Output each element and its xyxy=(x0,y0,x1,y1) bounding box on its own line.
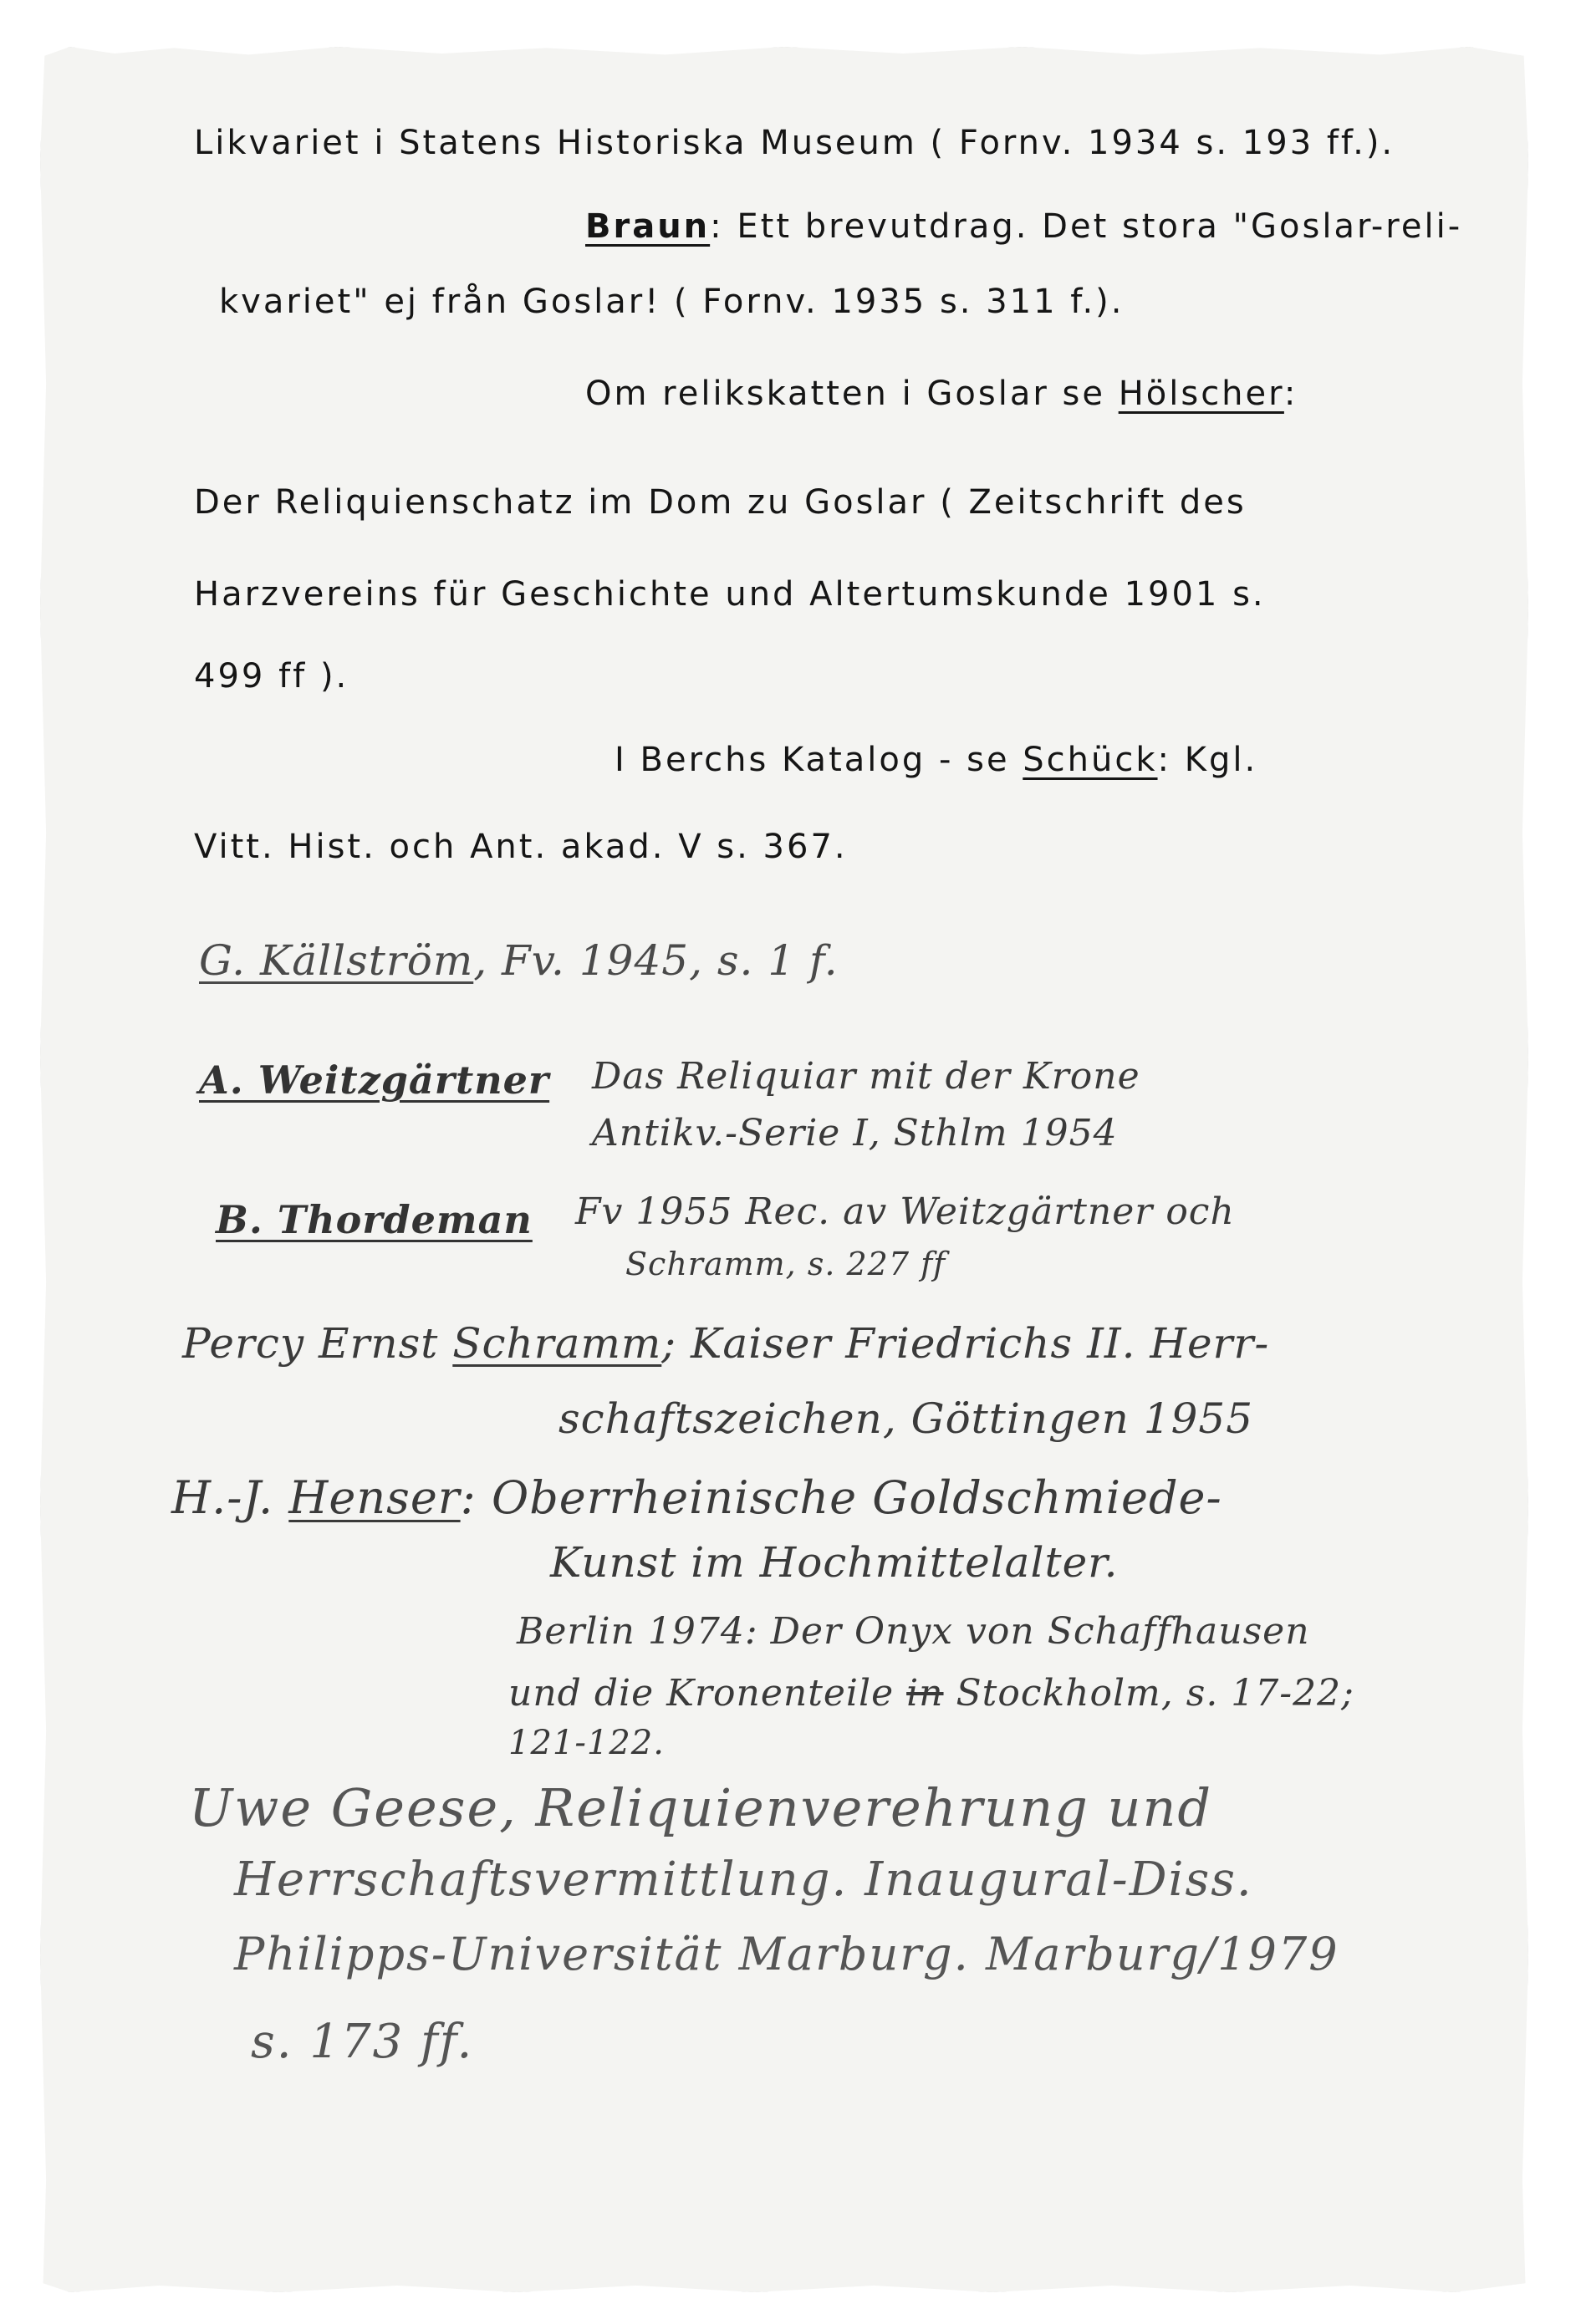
typed-line-6: Harzvereins für Geschichte und Altertumskunde 1901 s. xyxy=(194,575,1266,614)
handwritten-schramm-line-1 xyxy=(182,1319,1269,1368)
schuck-citation: : Kgl. xyxy=(1157,741,1258,779)
henser-citation-line-3: Berlin 1974: Der Onyx von Schaffhausen xyxy=(517,1610,1310,1653)
typed-line-8 xyxy=(615,741,1257,779)
author-holscher: Hölscher xyxy=(1118,375,1284,413)
pencil-geese-line-4: s. 173 ff. xyxy=(251,2015,474,2069)
author-schramm: Schramm xyxy=(452,1319,662,1368)
typed-line-4 xyxy=(585,375,1298,413)
pencil-geese-line-3: Philipps-Universität Marburg. Marburg/1979 xyxy=(234,1928,1339,1980)
pencil-geese-line-1: Uwe Geese, Reliquienverehrung und xyxy=(189,1777,1213,1838)
author-kallstrom: G. Källström xyxy=(199,936,474,985)
henser-citation-line-4 xyxy=(508,1672,1354,1715)
schramm-given-names: Percy Ernst xyxy=(182,1319,439,1368)
author-henser: Henser xyxy=(288,1471,461,1524)
henser-initials: H.-J. xyxy=(171,1471,274,1524)
typed-line-9: Vitt. Hist. och Ant. akad. V s. 367. xyxy=(194,828,848,866)
handwritten-kallstrom xyxy=(199,936,839,985)
henser-citation-line-5: 121-122. xyxy=(508,1724,665,1762)
henser-line-4-text: und die Kronenteile xyxy=(508,1672,895,1715)
author-braun: Braun xyxy=(585,207,711,246)
weitzgartner-name: A. Weitzgärtner xyxy=(199,1058,550,1103)
braun-citation: : Ett brevutdrag. Det stora "Goslar-reli- xyxy=(710,207,1463,246)
typed-line-2 xyxy=(585,207,1462,246)
weitzgartner-citation-line-2: Antikv.-Serie I, Sthlm 1954 xyxy=(592,1112,1118,1154)
henser-citation-line-2: Kunst im Hochmittelalter. xyxy=(550,1538,1119,1587)
thordeman-citation-line-2: Schramm, s. 227 ff xyxy=(625,1246,946,1282)
author-weitzgartner xyxy=(199,1058,549,1103)
schramm-citation-line-1: ; Kaiser Friedrichs II. Herr- xyxy=(661,1319,1270,1368)
henser-citation-line-1: : Oberrheinische Goldschmiede- xyxy=(460,1471,1222,1524)
berch-catalog-reference: I Berchs Katalog - se xyxy=(615,741,1010,779)
thordeman-name: B. Thordeman xyxy=(216,1197,533,1242)
typed-line-3: kvariet" ej från Goslar! ( Fornv. 1935 s. 311 f.). xyxy=(219,283,1125,321)
author-schuck: Schück xyxy=(1023,741,1158,779)
henser-line-4-pages: Stockholm, s. 17-22; xyxy=(956,1672,1354,1715)
struck-word: in xyxy=(906,1672,944,1715)
kallstrom-citation: , Fv. 1945, s. 1 f. xyxy=(473,936,839,985)
schramm-citation-line-2: schaftszeichen, Göttingen 1955 xyxy=(558,1394,1254,1443)
thordeman-citation-line-1: Fv 1955 Rec. av Weitzgärtner och xyxy=(575,1190,1235,1233)
weitzgartner-citation-line-1: Das Reliquiar mit der Krone xyxy=(592,1055,1140,1098)
typed-line-1: Likvariet i Statens Historiska Museum ( Fornv. 1934 s. 193 ff.). xyxy=(194,124,1395,162)
pencil-geese-line-2: Herrschaftsvermittlung. Inaugural-Diss. xyxy=(234,1853,1253,1907)
author-thordeman xyxy=(216,1197,533,1242)
typed-line-5: Der Reliquienschatz im Dom zu Goslar ( Zeitschrift des xyxy=(194,483,1247,522)
colon: : xyxy=(1283,375,1298,413)
typed-line-7: 499 ff ). xyxy=(194,657,349,696)
goslar-reference-intro: Om relikskatten i Goslar se xyxy=(585,375,1105,413)
handwritten-henser-line-1 xyxy=(171,1471,1222,1524)
